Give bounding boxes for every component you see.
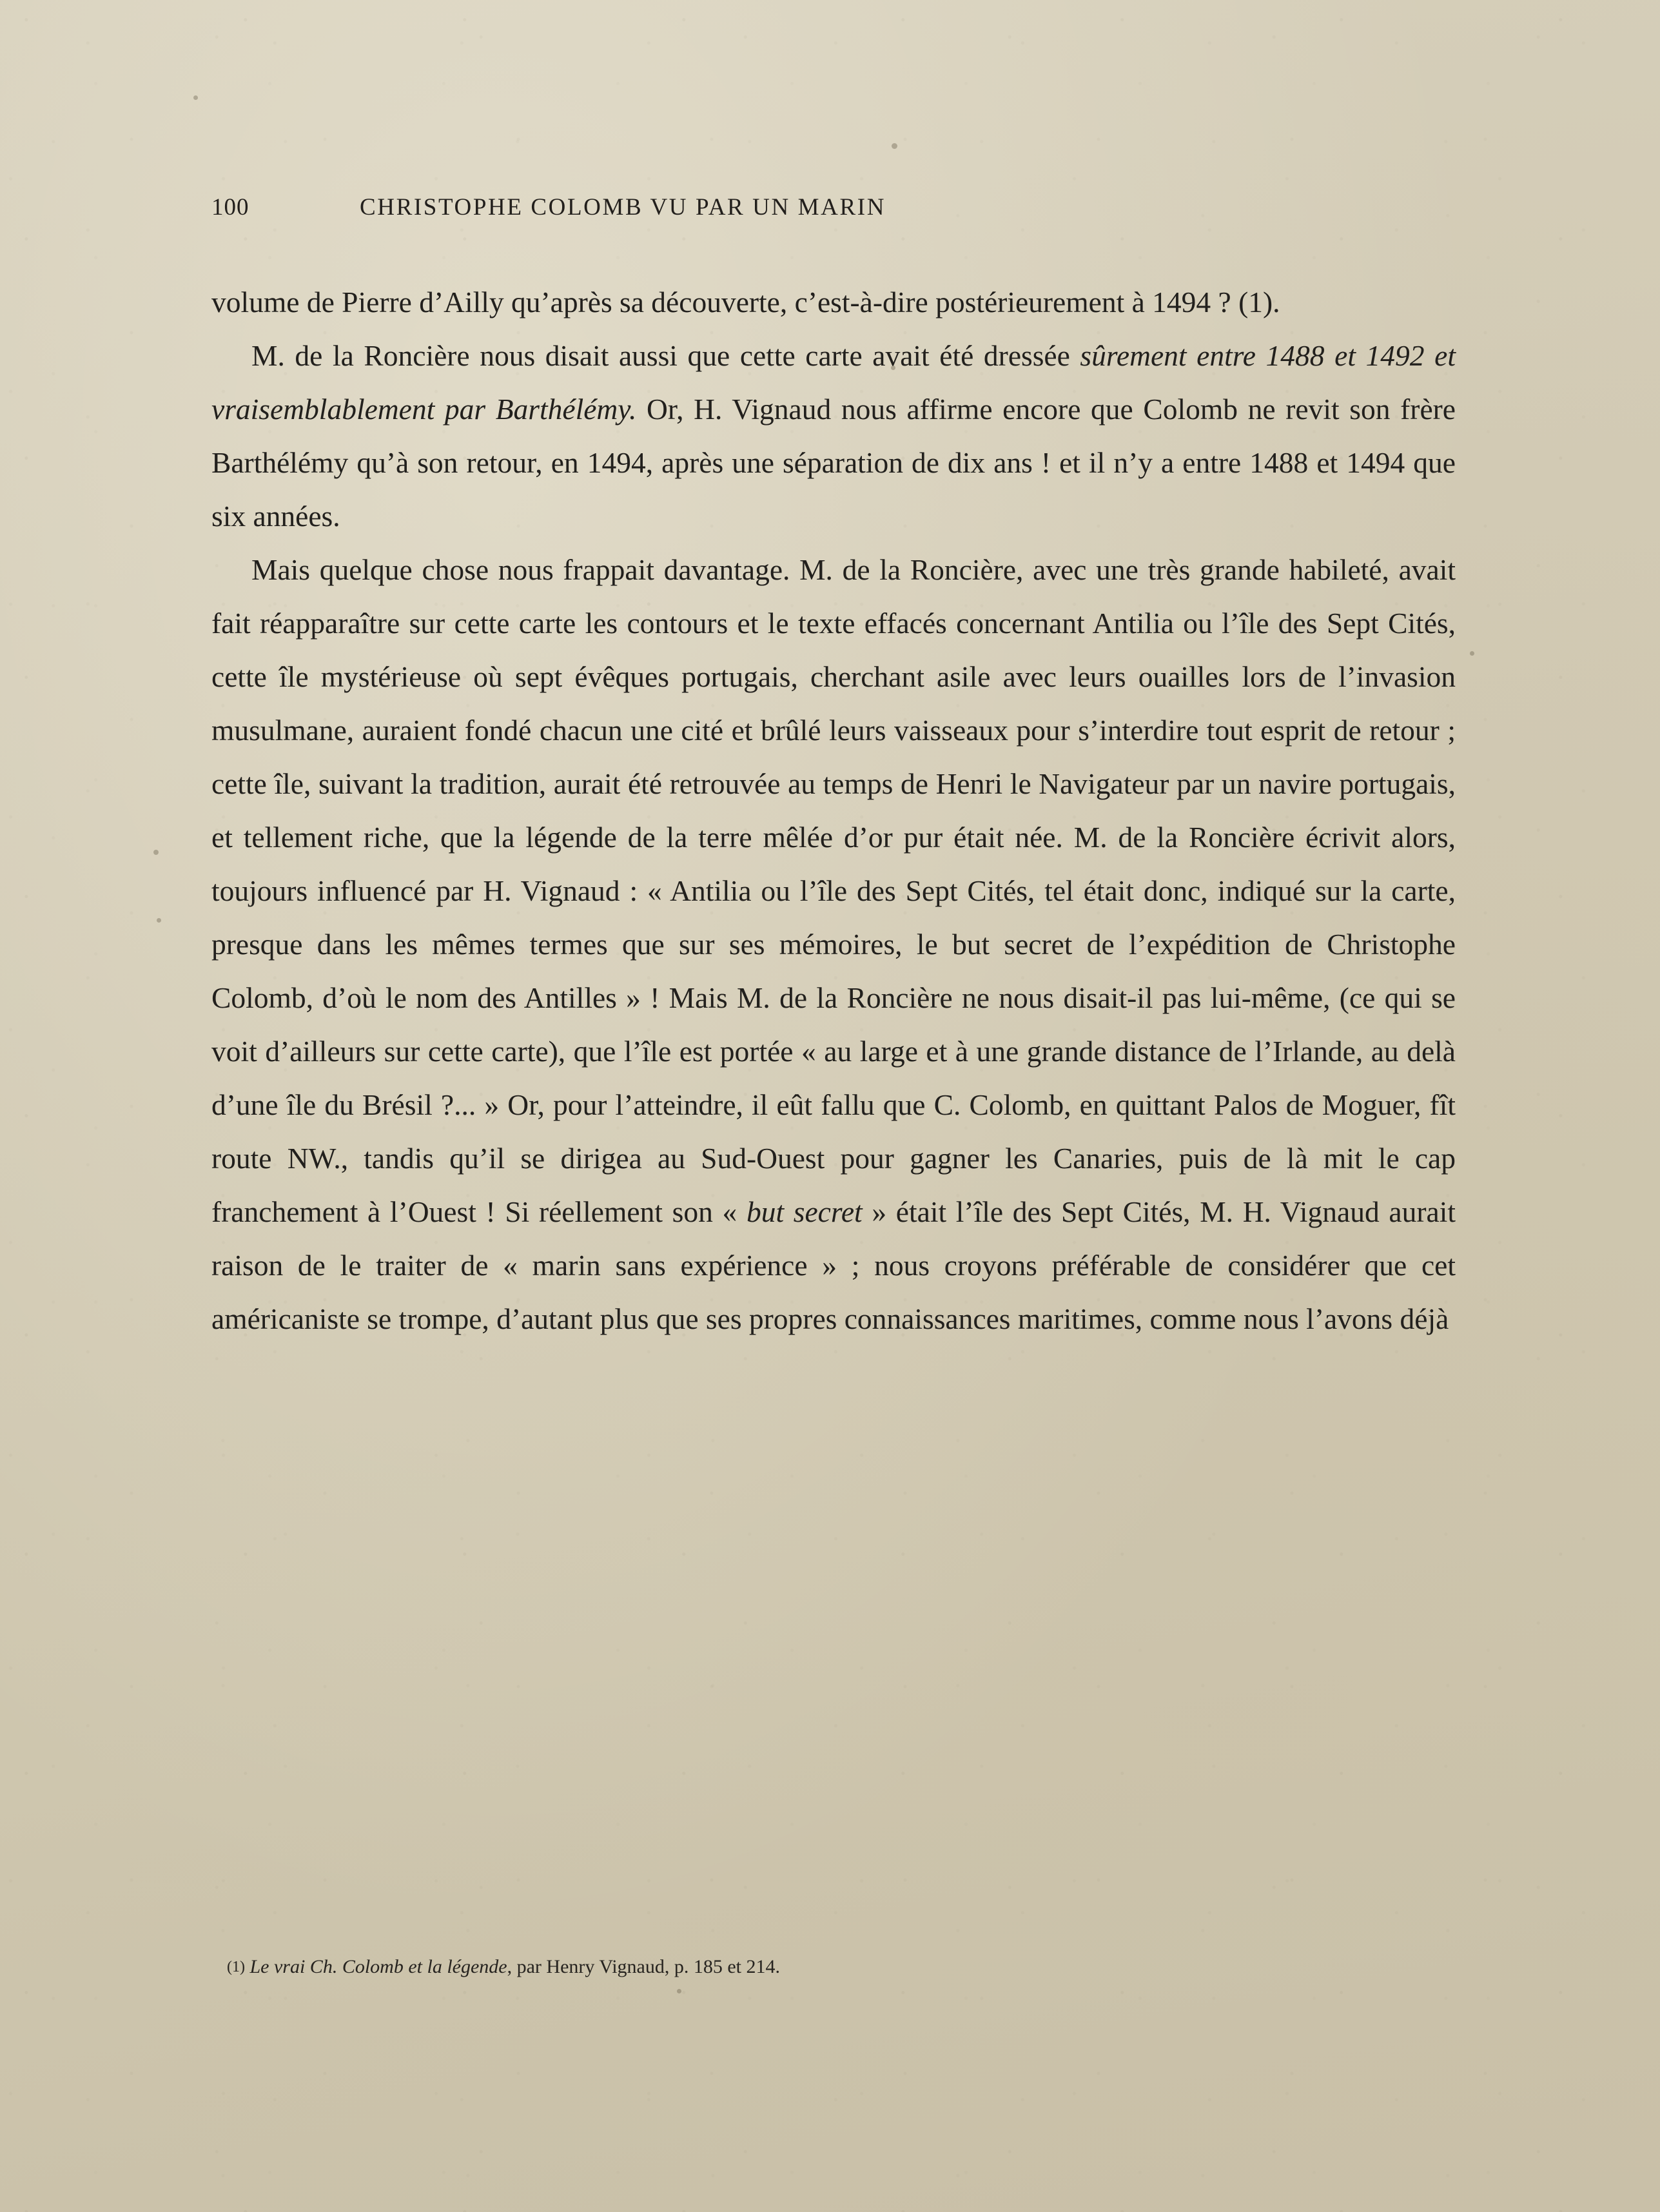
page-content bbox=[211, 193, 1456, 1346]
paragraph-3 bbox=[211, 543, 1456, 1346]
page-number: 100 bbox=[211, 194, 249, 220]
paper-speck bbox=[153, 850, 159, 855]
footnote-marker: (1) bbox=[227, 1959, 245, 1975]
running-head bbox=[211, 193, 1456, 221]
paper-speck bbox=[157, 918, 161, 923]
paragraph-2-emphasis: sûrement entre 1488 et 1492 et vraisemblablement par Barthélémy. bbox=[211, 339, 1456, 426]
paper-speck bbox=[193, 95, 198, 100]
footnote-rest: , par Henry Vignaud, p. 185 et 214. bbox=[507, 1956, 781, 1977]
paragraph-2 bbox=[211, 329, 1456, 543]
running-title: CHRISTOPHE COLOMB VU PAR UN MARIN bbox=[360, 194, 886, 220]
paragraph-2-text-b: Or, H. Vignaud nous affirme encore que Colomb ne revit son frère Barthélémy qu’à son retour, en 1494, après une séparation de dix ans ! et il n’y a entre 1488 et 1494 que six années. bbox=[211, 393, 1456, 533]
footnote bbox=[227, 1953, 1452, 1981]
paragraph-3-emphasis: but secret bbox=[746, 1195, 863, 1228]
paper-speck bbox=[1470, 651, 1474, 656]
paper-speck bbox=[677, 1989, 681, 1993]
body-text bbox=[211, 275, 1456, 1346]
paragraph-1 bbox=[211, 275, 1456, 329]
paragraph-3-text-b: » était l’île des Sept Cités, M. H. Vignaud aurait raison de le traiter de « marin sans expérience » ; nous croyons préférable de considérer que cet américaniste se trompe, d’autant plus que ses propres connaissances maritimes, comme nous l’avons déjà bbox=[211, 1195, 1456, 1335]
paragraph-3-text-a: Mais quelque chose nous frappait davantage. M. de la Roncière, avec une très grande habileté, avait fait réapparaître sur cette carte les contours et le texte effacés concernant Antilia ou l’île des Sept Cités, cette île mystérieuse où sept évêques portugais, cherchant asile avec leurs ouailles lors de l’invasion musulmane, auraient fondé chacun une cité et brûlé leurs vaisseaux pour s’interdire tout esprit de retour ; cette île, suivant la tradition, aurait été retrouvée au temps de Henri le Navigateur par un navire portugais, et tellement riche, que la légende de la terre mêlée d’or pur était née. M. de la Roncière écrivit alors, toujours influencé par H. Vignaud : « Antilia ou l’île des Sept Cités, tel était donc, indiqué sur la carte, presque dans les mêmes termes que sur ses mémoires, le but secret de l’expédition de Christophe Colomb, d’où le nom des Antilles » ! Mais M. de la Roncière ne nous disait-il pas lui-même, (ce qui se voit d’ailleurs sur cette carte), que l’île est portée « au large et à une grande distance de l’Irlande, au delà d’une île du Brésil ?... » Or, pour l’atteindre, il eût fallu que C. Colomb, en quittant Palos de Moguer, fît route NW., tandis qu’il se dirigea au Sud-Ouest pour gagner les Canaries, puis de là mit le cap franchement à l’Ouest ! Si réellement son « bbox=[211, 553, 1456, 1228]
paper-speck bbox=[892, 143, 897, 149]
paragraph-2-text-a: M. de la Roncière nous disait aussi que cette carte avait été dressée bbox=[251, 339, 1080, 372]
footnote-title: Le vrai Ch. Colomb et la légende bbox=[249, 1956, 507, 1977]
paragraph-1-text: volume de Pierre d’Ailly qu’après sa découverte, c’est-à-dire postérieurement à 1494 ? (1). bbox=[211, 286, 1280, 318]
